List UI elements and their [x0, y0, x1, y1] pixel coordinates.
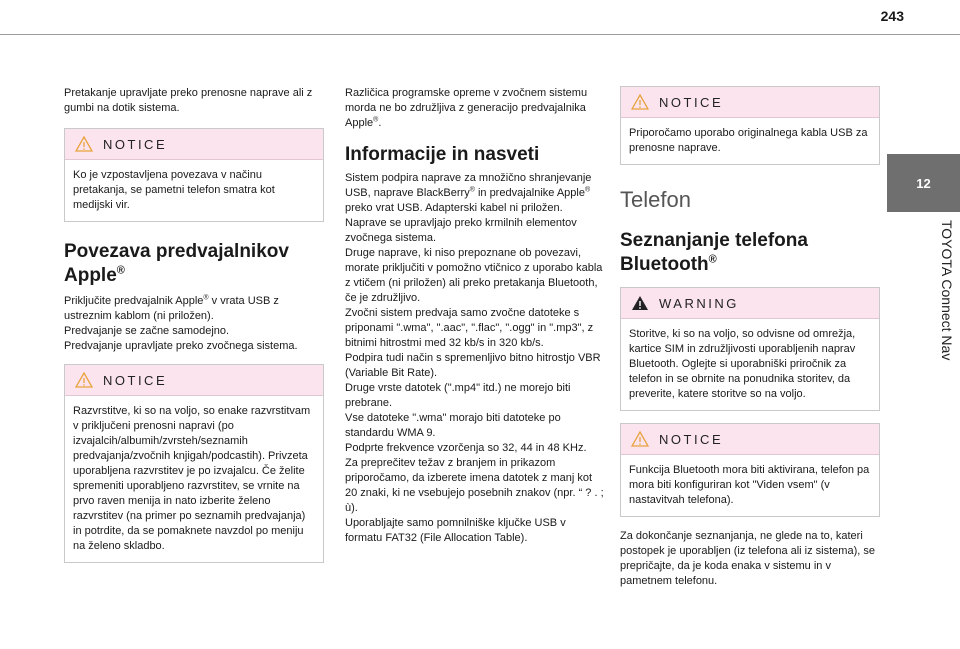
warning-title: WARNING: [659, 295, 739, 311]
notice-box: [620, 423, 880, 517]
notice-box: [620, 86, 880, 165]
col1-intro: Pretakanje upravljate preko prenosne naprave ali z gumbi na dotik sistema.: [64, 87, 313, 114]
col2-text: Zvočni sistem predvaja samo zvočne datoteke s priponami ".wma", ".aac", ".flac", ".ogg" in ".mp3", z bitnimi hitrostmi med 32 kb/s in 320 kb/s.: [345, 307, 594, 349]
column-1: [64, 86, 324, 563]
column-2: [345, 86, 605, 546]
section-heading: Seznanjanje telefona Bluetooth®: [620, 230, 808, 275]
col1-text: Predvajanje se začne samodejno.: [64, 325, 230, 337]
col2-text: Podprte frekvence vzorčenja so 32, 44 in 48 KHz.: [345, 442, 587, 454]
col2-text: Za preprečitev težav z branjem in prikazom priporočamo, da izberete imena datotek z manj kot 20 znaki, ki ne vsebujejo posebnih znakov (npr. “ ? . ; ù).: [345, 457, 604, 514]
warning-text: Storitve, ki so na voljo, so odvisne od omrežja, kartice SIM in združljivosti uporabljenih naprav Bluetooth. Oglejte si uporabniški priročnik za telefon in se obrnite na ponudnika storitev, da preverite, katere storitve so na voljo.: [629, 328, 856, 400]
column-3: [620, 86, 880, 589]
notice-text: Razvrstitve, ki so na voljo, so enake razvrstitvam v priključeni prenosni napravi (po izvajalcih/albumih/zvrsteh/seznamih predvajanja/zvočnih knjigah/podcastih). Privzeta uporabljena razvrstitev je po izvajalcu. Če želite spremeniti uporabljeno razvrstitev, se vrnite na prvo raven menija in nato izberite želeno razvrstitev (na primer po seznamih predvajanja) in potrdite, da se pomaknete navzdol po meniju na želeno skladbo.: [73, 405, 311, 552]
warning-triangle-filled-icon: [631, 295, 649, 311]
notice-title: NOTICE: [103, 136, 168, 152]
col1-text: Predvajanje upravljate preko zvočnega sistema.: [64, 340, 298, 352]
warning-triangle-outline-icon: [75, 136, 93, 152]
top-rule: [0, 34, 960, 35]
notice-title: NOTICE: [659, 94, 724, 110]
col2-text: Podpira tudi način s spremenljivo bitno hitrostjo VBR (Variable Bit Rate).: [345, 352, 601, 379]
warning-triangle-outline-icon: [631, 94, 649, 110]
notice-text: Ko je vzpostavljena povezava v načinu pretakanja, se pametni telefon smatra kot medijski vir.: [73, 169, 275, 211]
notice-title: NOTICE: [103, 372, 168, 388]
notice-title: NOTICE: [659, 431, 724, 447]
warning-box: [620, 287, 880, 411]
chapter-label: TOYOTA Connect Nav: [939, 220, 955, 361]
col2-text: Naprave se upravljajo preko krmilnih elementov zvočnega sistema.: [345, 217, 577, 244]
notice-text: Priporočamo uporabo originalnega kabla USB za prenosne naprave.: [629, 127, 868, 154]
section-heading: Povezava predvajalnikov Apple®: [64, 241, 289, 286]
col2-text: Druge vrste datotek (".mp4" itd.) ne morejo biti prebrane.: [345, 382, 571, 409]
col2-text: Vse datoteke ".wma" morajo biti datoteke po standardu WMA 9.: [345, 412, 561, 439]
col2-text: Druge naprave, ki niso prepoznane ob povezavi, morate priključiti v pomožno vtičnico z uporabo kabla z vtičem (ni priložen) ali preko pretakanja Bluetooth, če je združljivo.: [345, 247, 603, 304]
notice-box: [64, 364, 324, 563]
page-number: 243: [880, 8, 904, 24]
col1-text: Priključite predvajalnik Apple® v vrata USB z ustreznim kablom (ni priložen).: [64, 294, 279, 322]
col2-text: Sistem podpira naprave za množično shranjevanje USB, naprave BlackBerry® in predvajalnike Apple® preko vrat USB. Adapterski kabel ni priložen.: [345, 172, 592, 214]
chapter-title: Telefon: [620, 187, 691, 212]
section-heading: Informacije in nasveti: [345, 144, 540, 165]
warning-triangle-outline-icon: [631, 431, 649, 447]
col3-outro: Za dokončanje seznanjanja, ne glede na to, kateri postopek je uporabljen (iz telefona ali iz sistema), se prepričajte, da je koda enaka v sistemu in v pametnem telefonu.: [620, 530, 875, 587]
warning-triangle-outline-icon: [75, 372, 93, 388]
col2-text: Uporabljajte samo pomnilniške ključke USB v formatu FAT32 (File Allocation Table).: [345, 517, 566, 544]
notice-text: Funkcija Bluetooth mora biti aktivirana, telefon pa mora biti konfiguriran kot "Viden vsem" (v nastavitvah telefona).: [629, 464, 870, 506]
chapter-tab: 12: [887, 154, 960, 212]
col2-intro: Različica programske opreme v zvočnem sistemu morda ne bo združljiva z generacijo predvajalnika Apple®.: [345, 87, 588, 129]
notice-box: [64, 128, 324, 222]
